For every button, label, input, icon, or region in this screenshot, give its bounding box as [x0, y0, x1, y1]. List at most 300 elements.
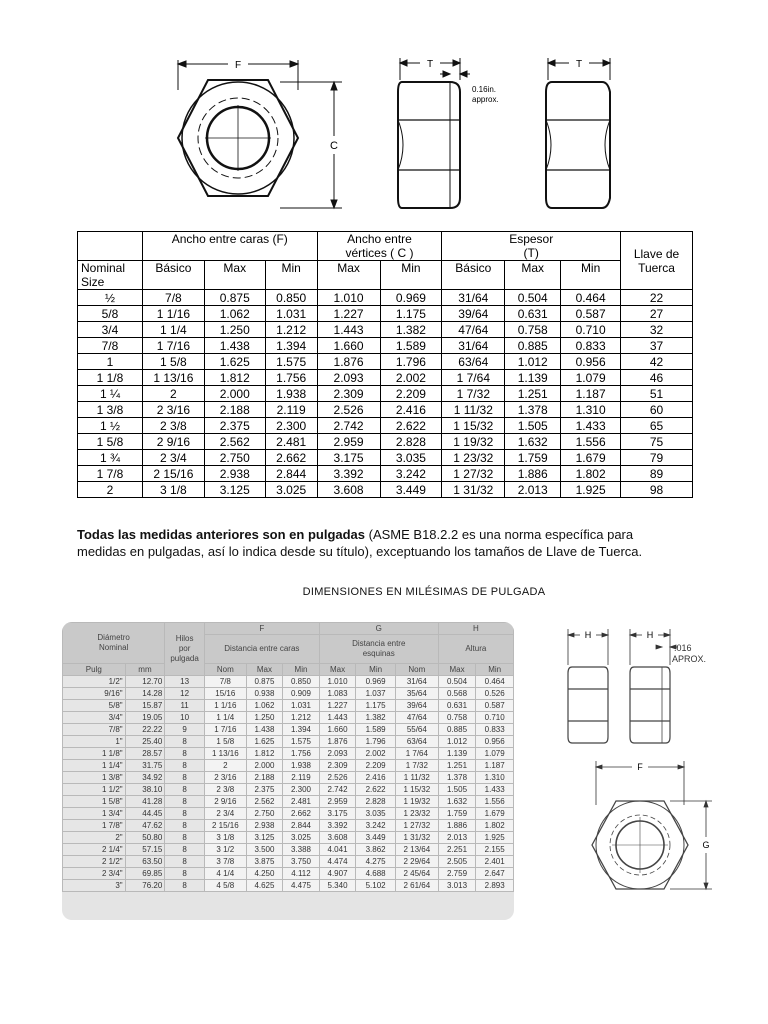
table-cell: 1 ¼: [78, 386, 143, 402]
table-cell: 2.647: [476, 868, 514, 880]
hex-front-view: [178, 80, 298, 196]
table-cell: 1.876: [317, 354, 380, 370]
table-cell: 3.025: [265, 482, 317, 498]
table-cell: 1 5/8: [204, 736, 246, 748]
table-cell: 8: [165, 880, 205, 892]
table-cell: 2 3/8: [204, 784, 246, 796]
table-cell: 1 13/16: [204, 748, 246, 760]
header-min: Min: [283, 664, 320, 676]
table-row: [63, 868, 514, 880]
table-cell: 8: [165, 760, 205, 772]
table-cell: 3.500: [246, 844, 283, 856]
table-cell: 3.875: [246, 856, 283, 868]
table-cell: 3.035: [356, 808, 396, 820]
table-cell: 1.079: [561, 370, 621, 386]
table-cell: 1.010: [319, 676, 356, 688]
table-row: [63, 832, 514, 844]
table-cell: 0.587: [476, 700, 514, 712]
table-cell: 5.340: [319, 880, 356, 892]
table-cell: 22.22: [125, 724, 165, 736]
side-view-2: [546, 82, 610, 208]
table-cell: 1.037: [356, 688, 396, 700]
table-cell: 1 7/16: [142, 338, 204, 354]
table-cell: 3 1/2: [204, 844, 246, 856]
table-cell: 1 5/8": [63, 796, 126, 808]
header-max: Max: [505, 261, 561, 290]
table-cell: 0.568: [438, 688, 476, 700]
table-cell: 2 3/4: [204, 808, 246, 820]
table-cell: 46: [621, 370, 693, 386]
header-min: Min: [265, 261, 317, 290]
corner-cell: [78, 232, 143, 261]
table-cell: 3/4": [63, 712, 126, 724]
table-row: [63, 820, 514, 832]
table-cell: 1.802: [476, 820, 514, 832]
table-cell: 2 9/16: [204, 796, 246, 808]
table-cell: 2.742: [319, 784, 356, 796]
dimension-h-2: [630, 629, 678, 665]
table-cell: 2.300: [265, 418, 317, 434]
table-cell: 1 7/16: [204, 724, 246, 736]
table-cell: 1 7/64: [395, 748, 438, 760]
header-altura: Altura: [438, 635, 513, 664]
table-cell: 1.187: [476, 760, 514, 772]
table-cell: 8: [165, 748, 205, 760]
table-cell: 3 1/8: [142, 482, 204, 498]
table-row: [63, 796, 514, 808]
table-row: [63, 700, 514, 712]
table-row: [63, 760, 514, 772]
table-cell: 1.679: [476, 808, 514, 820]
table-cell: 14.28: [125, 688, 165, 700]
inches-note: [77, 526, 707, 560]
label-g: G: [702, 840, 710, 850]
label-f: F: [637, 762, 643, 772]
table-cell: 2.000: [246, 760, 283, 772]
table-cell: 41.28: [125, 796, 165, 808]
approx-note-line2: APROX.: [672, 654, 707, 664]
table-row: [63, 748, 514, 760]
table-cell: 98: [621, 482, 693, 498]
table-cell: 1.443: [319, 712, 356, 724]
table-cell: 0.631: [438, 700, 476, 712]
table-cell: 1.382: [380, 322, 442, 338]
header-mm: mm: [125, 664, 165, 676]
table-cell: 28.57: [125, 748, 165, 760]
table-cell: 35/64: [395, 688, 438, 700]
table-cell: 1.812: [246, 748, 283, 760]
table-cell: 2.000: [204, 386, 265, 402]
table-cell: 2.662: [283, 808, 320, 820]
table-cell: 3.608: [319, 832, 356, 844]
table-cell: 2 9/16: [142, 434, 204, 450]
table-cell: 3.125: [246, 832, 283, 844]
table-cell: 3.013: [438, 880, 476, 892]
table-cell: 2.002: [356, 748, 396, 760]
table-cell: 0.504: [438, 676, 476, 688]
table-cell: 3/4: [78, 322, 143, 338]
table-cell: 1.812: [204, 370, 265, 386]
table-cell: 0.504: [505, 290, 561, 306]
table-cell: 27: [621, 306, 693, 322]
table-row: [78, 482, 693, 498]
table-cell: 1.938: [283, 760, 320, 772]
table-cell: 1.031: [283, 700, 320, 712]
table-cell: 1": [63, 736, 126, 748]
table-cell: 47.62: [125, 820, 165, 832]
table-row: [78, 322, 693, 338]
table-cell: 2": [63, 832, 126, 844]
table-cell: 1.251: [505, 386, 561, 402]
table-cell: 4.907: [319, 868, 356, 880]
table-row: [78, 338, 693, 354]
nut-dimensions-body: [78, 290, 693, 498]
table-row: [78, 354, 693, 370]
table-cell: 1 23/32: [395, 808, 438, 820]
table-cell: 1 31/32: [395, 832, 438, 844]
table-cell: 1.575: [283, 736, 320, 748]
table-cell: 4 1/4: [204, 868, 246, 880]
table-cell: 1.378: [438, 772, 476, 784]
table-cell: 1.505: [505, 418, 561, 434]
table-cell: 2.013: [505, 482, 561, 498]
table-cell: 2.093: [319, 748, 356, 760]
table-cell: 1 1/8: [78, 370, 143, 386]
header-dist-esquinas: Distancia entre esquinas: [319, 635, 438, 664]
table-cell: 2.309: [317, 386, 380, 402]
table-row: [63, 856, 514, 868]
side-view-h-1: [568, 667, 608, 743]
table-cell: 47/64: [395, 712, 438, 724]
table-cell: 2.505: [438, 856, 476, 868]
table-cell: 1.759: [438, 808, 476, 820]
table-row: [63, 736, 514, 748]
header-nom: Nom: [395, 664, 438, 676]
table-cell: 37: [621, 338, 693, 354]
header-g: G: [319, 623, 438, 635]
section-subtitle: DIMENSIONES EN MILÉSIMAS DE PULGADA: [302, 586, 546, 598]
table-cell: 2.662: [265, 450, 317, 466]
table-cell: 1 15/32: [442, 418, 505, 434]
table-cell: 1.394: [265, 338, 317, 354]
table-cell: 10: [165, 712, 205, 724]
table-cell: 7/8: [78, 338, 143, 354]
table-cell: 75: [621, 434, 693, 450]
table-cell: 2.481: [283, 796, 320, 808]
table-cell: 4.688: [356, 868, 396, 880]
header-min: Min: [561, 261, 621, 290]
table-cell: 1.187: [561, 386, 621, 402]
table-cell: 8: [165, 844, 205, 856]
table-cell: 2.300: [283, 784, 320, 796]
table-row: [78, 290, 693, 306]
table-cell: 2 1/4": [63, 844, 126, 856]
thousandths-table-panel: [62, 622, 514, 920]
table-cell: ½: [78, 290, 143, 306]
table-cell: 2.828: [380, 434, 442, 450]
table-cell: 51: [621, 386, 693, 402]
table-cell: 2 29/64: [395, 856, 438, 868]
table-cell: 1 1/8": [63, 748, 126, 760]
table-cell: 2.375: [246, 784, 283, 796]
table-cell: 2.416: [380, 402, 442, 418]
table-cell: 1 7/64: [442, 370, 505, 386]
table-cell: 1: [78, 354, 143, 370]
table-cell: 12.70: [125, 676, 165, 688]
table-cell: 2.416: [356, 772, 396, 784]
table-cell: 1 1/4: [204, 712, 246, 724]
table-cell: 2.526: [319, 772, 356, 784]
table-cell: 44.45: [125, 808, 165, 820]
table-cell: 1.625: [246, 736, 283, 748]
label-f: F: [234, 60, 242, 71]
table-cell: 0.631: [505, 306, 561, 322]
table-cell: 22: [621, 290, 693, 306]
table-cell: 1.796: [380, 354, 442, 370]
table-cell: 9: [165, 724, 205, 736]
table-cell: 2: [204, 760, 246, 772]
table-cell: 1/2": [63, 676, 126, 688]
table-cell: 1 15/32: [395, 784, 438, 796]
table-row: [63, 880, 514, 892]
table-cell: 69.85: [125, 868, 165, 880]
table-cell: 0.875: [246, 676, 283, 688]
table-cell: 1 19/32: [442, 434, 505, 450]
table-cell: 4.625: [246, 880, 283, 892]
table-cell: 1.938: [265, 386, 317, 402]
table-row: [63, 712, 514, 724]
table-cell: 2.481: [265, 434, 317, 450]
table-cell: 2 3/8: [142, 418, 204, 434]
table-cell: 42: [621, 354, 693, 370]
table-cell: 4.112: [283, 868, 320, 880]
table-cell: 2.093: [317, 370, 380, 386]
table-row: [78, 450, 693, 466]
table-cell: 12: [165, 688, 205, 700]
table-cell: 1 3/4": [63, 808, 126, 820]
header-min: Min: [356, 664, 396, 676]
table-cell: 31/64: [395, 676, 438, 688]
table-cell: 57.15: [125, 844, 165, 856]
header-h: H: [438, 623, 513, 635]
table-cell: 0.956: [561, 354, 621, 370]
table-cell: 2.959: [317, 434, 380, 450]
top-nut-drawing: [150, 50, 630, 225]
table-cell: 2 61/64: [395, 880, 438, 892]
table-cell: 3.392: [319, 820, 356, 832]
table-row: [78, 418, 693, 434]
table-cell: 1.139: [505, 370, 561, 386]
table-cell: 8: [165, 784, 205, 796]
table-cell: 2.251: [438, 844, 476, 856]
table-cell: 1.660: [317, 338, 380, 354]
table-cell: 2.622: [380, 418, 442, 434]
header-nom: Nom: [204, 664, 246, 676]
table-cell: 1 1/16: [204, 700, 246, 712]
table-cell: 2.375: [204, 418, 265, 434]
table-cell: 2.893: [476, 880, 514, 892]
header-min: Min: [476, 664, 514, 676]
label-h-2: H: [646, 630, 654, 640]
table-cell: 3.242: [380, 466, 442, 482]
table-cell: 0.850: [283, 676, 320, 688]
approx-note-line1: 0.16in.: [472, 85, 497, 94]
table-cell: 1 27/32: [442, 466, 505, 482]
table-row: [63, 844, 514, 856]
table-cell: 3 7/8: [204, 856, 246, 868]
table-cell: 31/64: [442, 290, 505, 306]
table-cell: 3.449: [380, 482, 442, 498]
table-cell: 1 1/4: [142, 322, 204, 338]
table-cell: 1.310: [476, 772, 514, 784]
table-cell: 2 13/64: [395, 844, 438, 856]
table-cell: 1 5/8: [78, 434, 143, 450]
table-cell: 39/64: [442, 306, 505, 322]
table-row: [78, 386, 693, 402]
table-cell: 2 15/16: [142, 466, 204, 482]
table-cell: 2.938: [204, 466, 265, 482]
table-cell: 4.250: [246, 868, 283, 880]
table-cell: 31.75: [125, 760, 165, 772]
table-cell: 15.87: [125, 700, 165, 712]
table-cell: 2.562: [246, 796, 283, 808]
table-cell: 3.242: [356, 820, 396, 832]
table-cell: 3.388: [283, 844, 320, 856]
table-cell: 3.750: [283, 856, 320, 868]
table-cell: 1 13/16: [142, 370, 204, 386]
label-c: C: [330, 140, 338, 152]
table-cell: 2: [142, 386, 204, 402]
label-h-1: H: [584, 630, 592, 640]
table-cell: 1 23/32: [442, 450, 505, 466]
header-hilos: Hilos por pulgada: [165, 623, 205, 676]
table-cell: 1.679: [561, 450, 621, 466]
header-pulg: Pulg: [63, 664, 126, 676]
table-cell: 2: [78, 482, 143, 498]
table-cell: 1.250: [246, 712, 283, 724]
table-cell: 2.119: [283, 772, 320, 784]
table-cell: 65: [621, 418, 693, 434]
table-cell: 5.102: [356, 880, 396, 892]
table-cell: 2.844: [283, 820, 320, 832]
label-t-1: T: [426, 59, 434, 70]
header-ancho-vertices: Ancho entre vértices ( C ): [317, 232, 442, 261]
table-cell: 47/64: [442, 322, 505, 338]
table-cell: 34.92: [125, 772, 165, 784]
header-max: Max: [204, 261, 265, 290]
table-cell: 3.449: [356, 832, 396, 844]
table-cell: 2.759: [438, 868, 476, 880]
table-cell: 1 7/8": [63, 820, 126, 832]
table-cell: 0.885: [438, 724, 476, 736]
table-cell: 1.083: [319, 688, 356, 700]
table-cell: 11: [165, 700, 205, 712]
table-cell: 1.589: [356, 724, 396, 736]
table-cell: 0.875: [204, 290, 265, 306]
table-cell: 8: [165, 772, 205, 784]
table-cell: 2.526: [317, 402, 380, 418]
table-cell: 3.392: [317, 466, 380, 482]
table-cell: 8: [165, 820, 205, 832]
table-cell: 39/64: [395, 700, 438, 712]
table-cell: 1.010: [317, 290, 380, 306]
table-cell: 4.275: [356, 856, 396, 868]
table-cell: 1.062: [246, 700, 283, 712]
table-cell: 1.438: [204, 338, 265, 354]
table-cell: 1.443: [317, 322, 380, 338]
table-cell: 0.758: [505, 322, 561, 338]
table-cell: 1.632: [505, 434, 561, 450]
table-cell: 0.938: [246, 688, 283, 700]
table-cell: 60: [621, 402, 693, 418]
table-cell: 2 45/64: [395, 868, 438, 880]
table-cell: 1.925: [561, 482, 621, 498]
table-cell: 89: [621, 466, 693, 482]
table-cell: 2.562: [204, 434, 265, 450]
table-cell: 2 3/4: [142, 450, 204, 466]
table-cell: 1.632: [438, 796, 476, 808]
table-row: [63, 772, 514, 784]
table-cell: 4.475: [283, 880, 320, 892]
table-cell: 4.474: [319, 856, 356, 868]
table-cell: 1 1/2": [63, 784, 126, 796]
table-cell: 1.433: [561, 418, 621, 434]
table-cell: 0.956: [476, 736, 514, 748]
table-cell: 1 19/32: [395, 796, 438, 808]
table-cell: 8: [165, 832, 205, 844]
table-cell: 0.909: [283, 688, 320, 700]
table-cell: 0.587: [561, 306, 621, 322]
table-cell: 1.310: [561, 402, 621, 418]
table-cell: 1.556: [476, 796, 514, 808]
table-cell: 8: [165, 856, 205, 868]
table-cell: 25.40: [125, 736, 165, 748]
header-f: F: [204, 623, 319, 635]
table-cell: 2 3/4": [63, 868, 126, 880]
table-cell: 2.401: [476, 856, 514, 868]
table-cell: 1.227: [317, 306, 380, 322]
table-cell: 2.750: [246, 808, 283, 820]
table-cell: 2.844: [265, 466, 317, 482]
table-cell: 1 11/32: [442, 402, 505, 418]
table-cell: 1.756: [283, 748, 320, 760]
table-row: [63, 784, 514, 796]
table-cell: 13: [165, 676, 205, 688]
table-cell: 76.20: [125, 880, 165, 892]
table-cell: 4.041: [319, 844, 356, 856]
table-cell: 1 7/8: [78, 466, 143, 482]
table-cell: 31/64: [442, 338, 505, 354]
header-diametro: Diámetro Nominal: [63, 623, 165, 664]
header-max: Max: [246, 664, 283, 676]
table-cell: 2.209: [380, 386, 442, 402]
table-cell: 1.660: [319, 724, 356, 736]
table-cell: 8: [165, 736, 205, 748]
table-cell: 63/64: [395, 736, 438, 748]
table-cell: 1.031: [265, 306, 317, 322]
header-espesor: Espesor (T): [442, 232, 621, 261]
table-cell: 1.227: [319, 700, 356, 712]
table-cell: 1.759: [505, 450, 561, 466]
table-cell: 79: [621, 450, 693, 466]
table-cell: 1.802: [561, 466, 621, 482]
table-cell: 1 3/8": [63, 772, 126, 784]
table-cell: 3 1/8: [204, 832, 246, 844]
table-cell: 0.710: [561, 322, 621, 338]
table-cell: 3.125: [204, 482, 265, 498]
table-cell: 15/16: [204, 688, 246, 700]
table-cell: 1.062: [204, 306, 265, 322]
